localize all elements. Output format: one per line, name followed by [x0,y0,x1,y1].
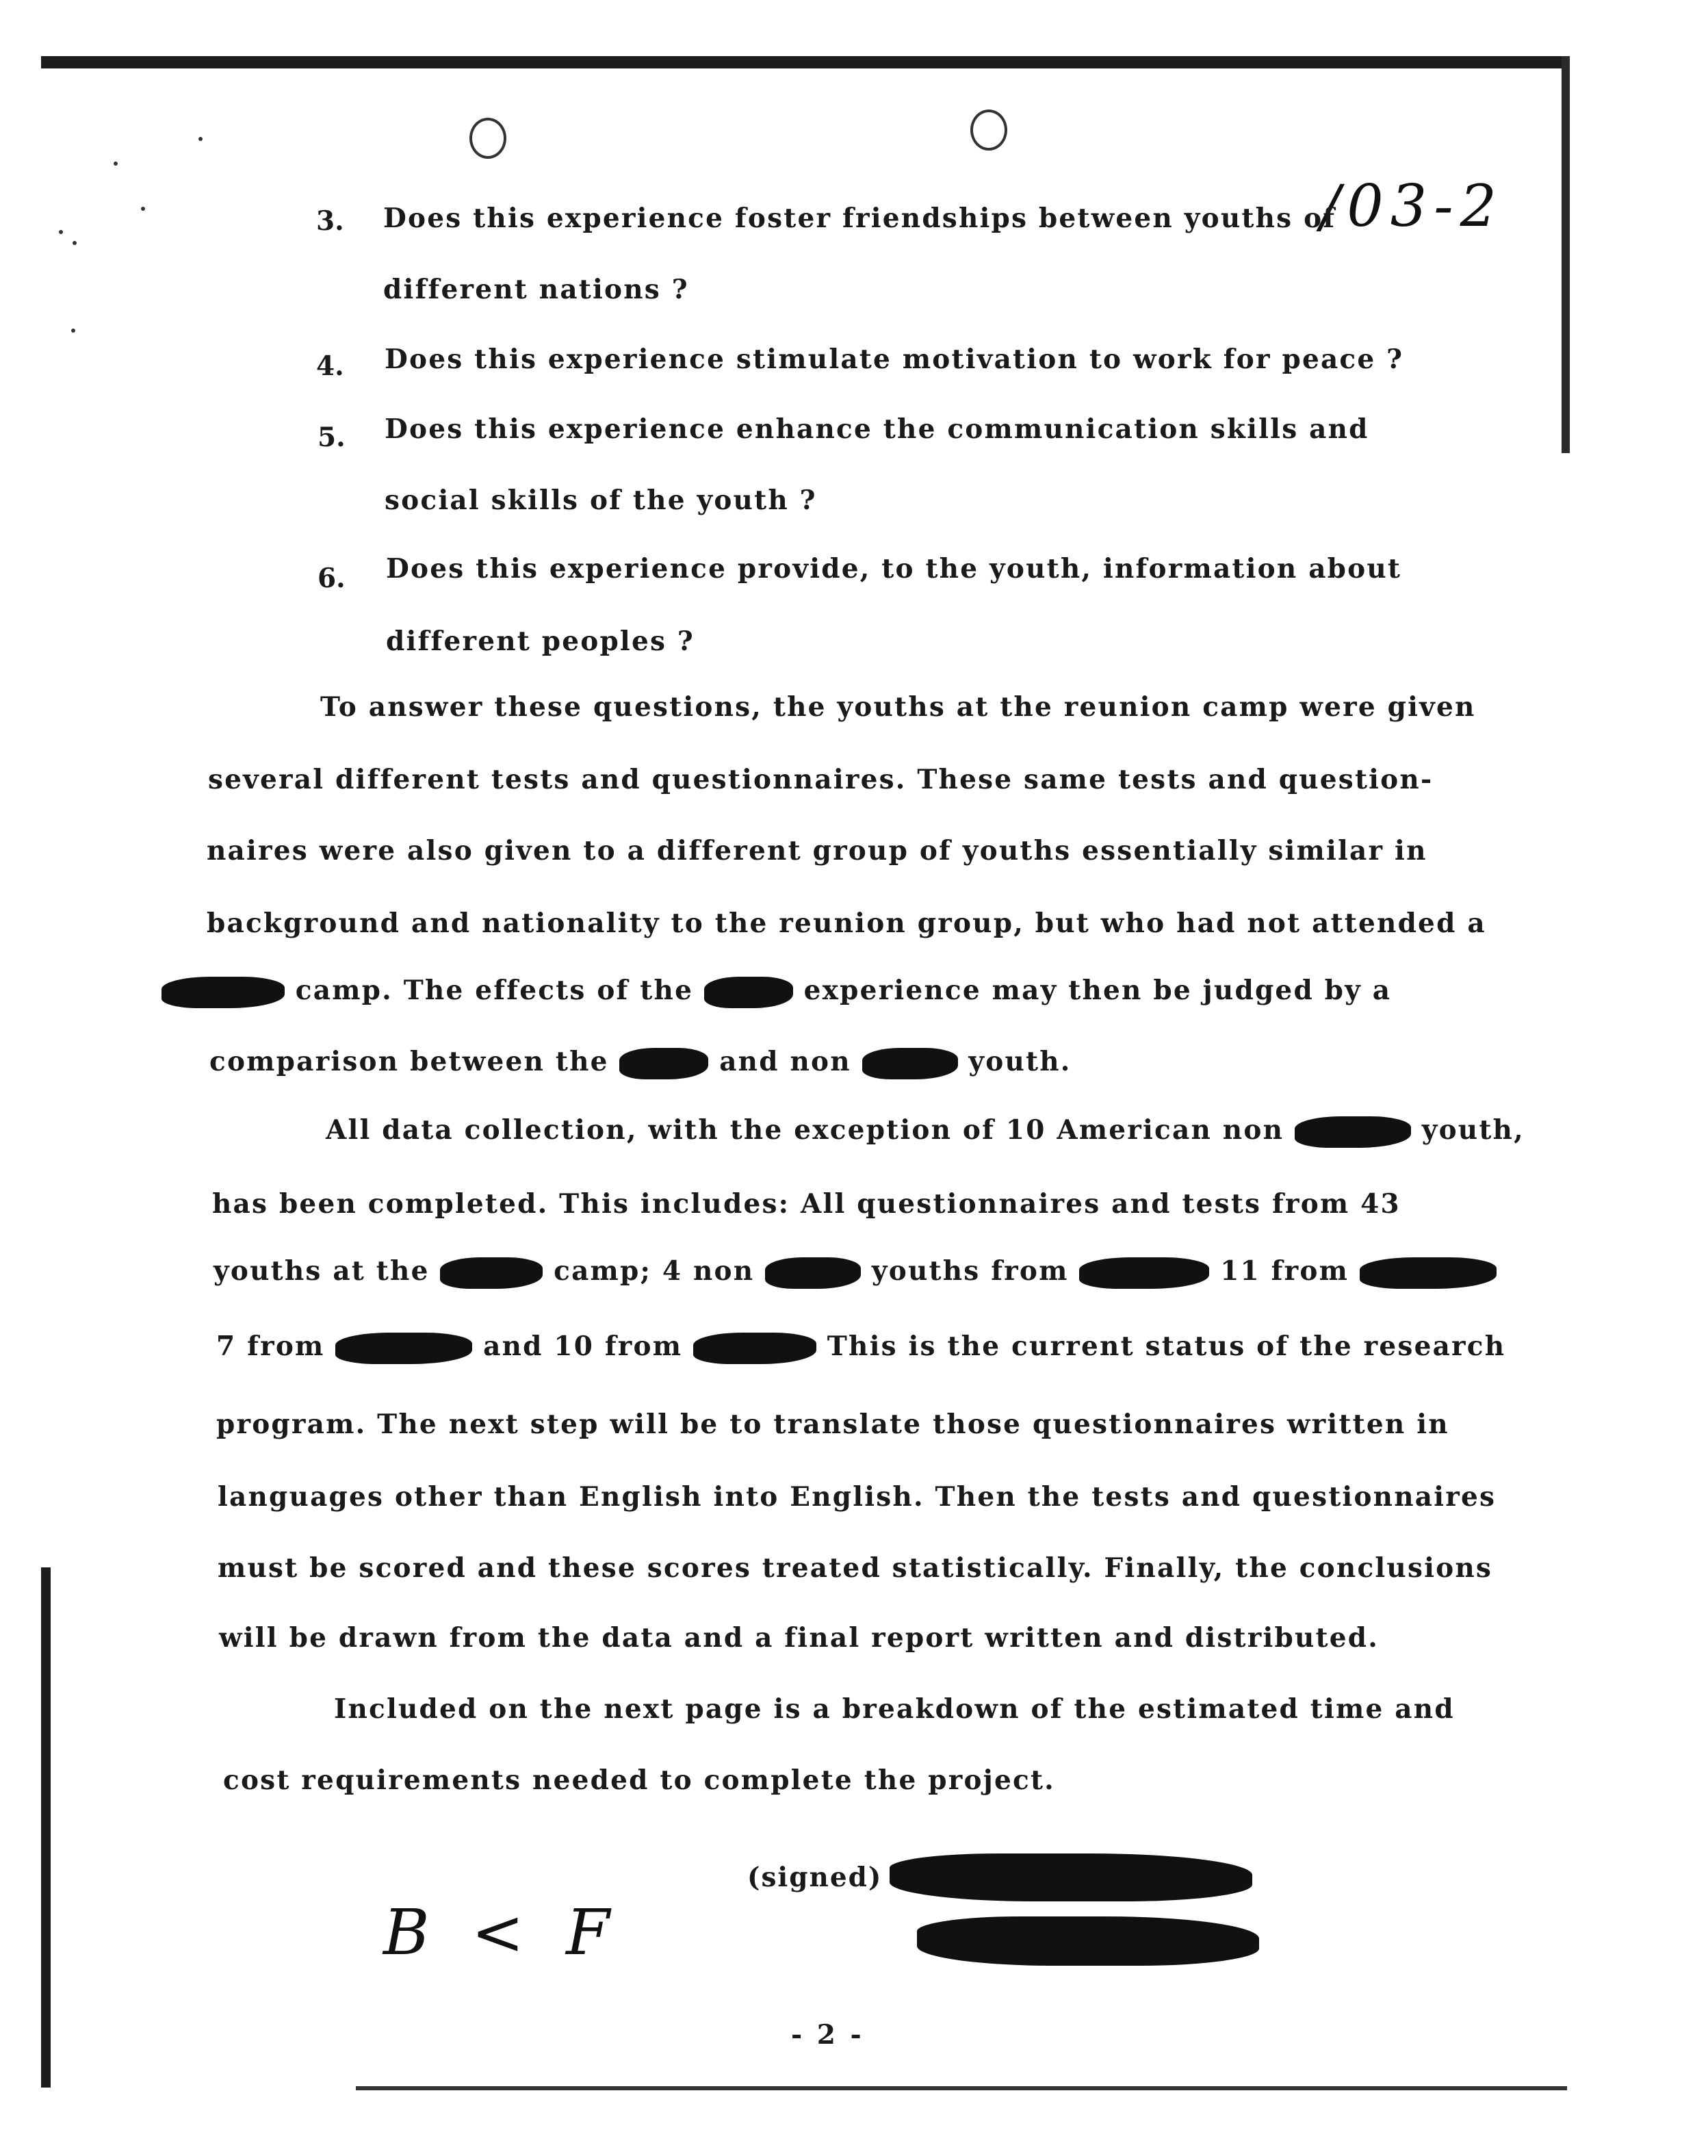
text-fragment: All data collection, with the exception of 10 American non [326,1114,1284,1146]
signed-label: (signed) [747,1862,883,1893]
question-line: Does this experience enhance the communication skills and [385,413,1369,445]
text-fragment: and non [719,1046,851,1077]
paragraph-line: Included on the next page is a breakdown of the estimated time and [334,1693,1455,1725]
question-number: 3. [316,205,344,237]
paragraph-line [216,1331,1505,1364]
question-number: 6. [318,563,346,594]
question-line: Does this experience foster friendships between youths of [383,203,1336,234]
text-fragment: youths from [871,1255,1069,1287]
paragraph-line: program. The next step will be to translate those questionnaires written in [216,1409,1449,1440]
question-number: 5. [318,422,346,453]
paragraph-line: To answer these questions, the youths at the reunion camp were given [320,691,1476,723]
punch-hole-right [970,110,1007,151]
redaction-mark [704,977,793,1008]
scan-border-right [1562,56,1570,453]
question-line: social skills of the youth ? [385,485,817,516]
redaction-mark [862,1048,958,1079]
paragraph-line: has been completed. This includes: All questionnaires and tests from 43 [212,1188,1401,1220]
text-fragment: and 10 from [483,1331,683,1362]
redaction-mark [1079,1257,1209,1289]
signature-title-redaction [917,1916,1259,1966]
text-fragment: youth. [968,1046,1072,1077]
question-line: Does this experience provide, to the youth, information about [386,553,1402,585]
question-line: different nations ? [383,274,689,305]
paragraph-line [214,1255,1497,1289]
paragraph-line: languages other than English into English. Then the tests and questionnaires [218,1481,1497,1513]
text-fragment: camp; 4 non [554,1255,755,1287]
text-fragment: youth, [1421,1114,1525,1146]
paragraph-line: naires were also given to a different group of youths essentially similar in [207,835,1427,867]
question-number: 4. [316,350,344,382]
text-fragment: This is the current status of the research [827,1331,1506,1362]
handwritten-initials: B < F [383,1896,621,1969]
paragraph-line [326,1114,1525,1148]
question-line: Does this experience stimulate motivation to work for peace ? [385,344,1404,375]
scan-speck [59,230,63,234]
redaction-mark [765,1257,861,1289]
redaction-mark [693,1333,816,1364]
punch-hole-left [469,118,506,159]
paragraph-line: background and nationality to the reunion group, but who had not attended a [207,908,1486,939]
scan-speck [73,241,77,245]
scan-speck [141,207,145,211]
scan-border-top [41,56,1567,68]
text-fragment: youths at the [214,1255,430,1287]
scan-speck [71,329,75,333]
signature-redaction [890,1853,1252,1901]
paragraph-line: several different tests and questionnaires. These same tests and question- [208,764,1434,795]
redaction-mark [619,1048,708,1079]
redaction-mark [1360,1257,1497,1289]
paragraph-line [209,1046,1072,1079]
scan-border-left [41,1567,51,2088]
text-fragment: experience may then be judged by a [803,975,1392,1006]
text-fragment: 11 from [1220,1255,1349,1287]
handwritten-page-reference: /03-2 [1321,172,1504,240]
text-fragment: comparison between the [209,1046,609,1077]
page-number: - 2 - [791,2019,864,2051]
text-fragment: camp. The effects of the [295,975,694,1006]
paragraph-line [161,975,1391,1008]
question-line: different peoples ? [386,626,695,657]
scan-speck [114,162,118,166]
redaction-mark [335,1333,472,1364]
paragraph-line: will be drawn from the data and a final report written and distributed. [219,1622,1380,1654]
paragraph-line: must be scored and these scores treated statistically. Finally, the conclusions [218,1552,1493,1584]
paragraph-line: cost requirements needed to complete the project. [223,1764,1055,1796]
scan-speck [198,137,203,141]
text-fragment: 7 from [216,1331,325,1362]
redaction-mark [161,977,285,1008]
redaction-mark [440,1257,543,1289]
scan-border-bottom [356,2086,1567,2090]
redaction-mark [1295,1116,1411,1148]
